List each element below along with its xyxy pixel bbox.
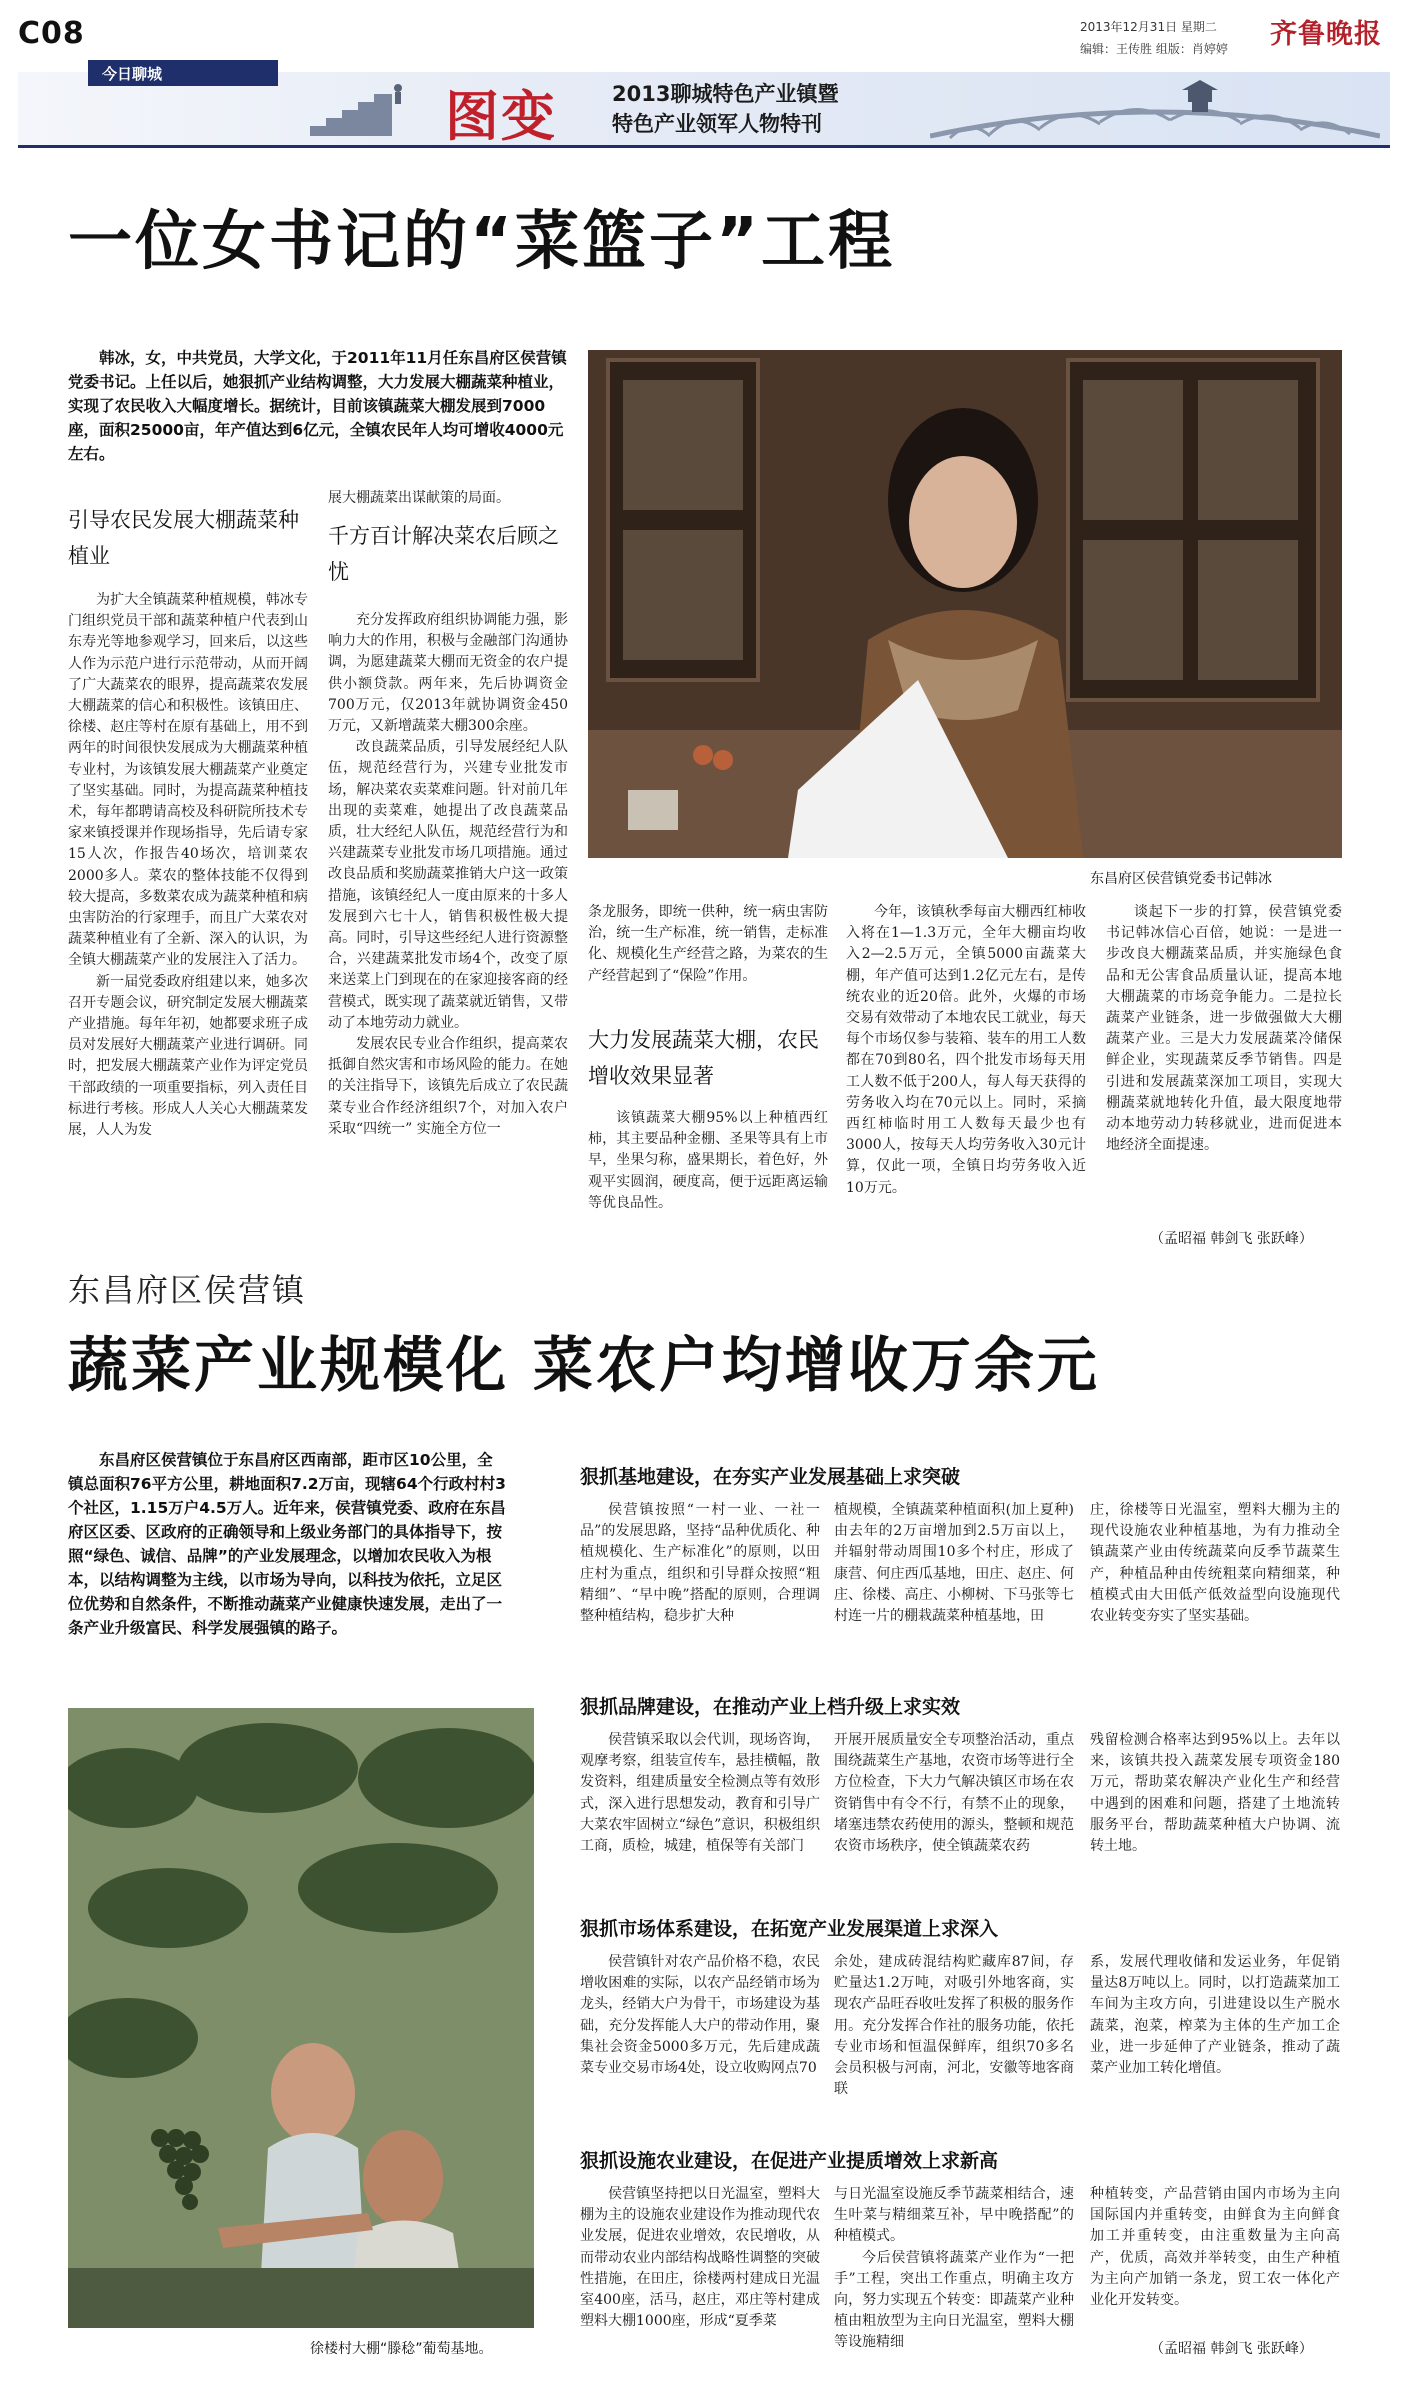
article2-section-4-title: 狠抓设施农业建设，在促进产业提质增效上求新高 — [580, 2150, 999, 2172]
article1-byline: （孟昭福 韩剑飞 张跃峰） — [1150, 1231, 1313, 1247]
article2-section-2-col-3: 残留检测合格率达到95%以上。去年以来，该镇共投入蔬菜发展专项资金180万元，帮助菜农解决产业化生产和经营中遇到的困难和问题，搭建了土地流转服务平台，帮助蔬菜种植大户协调、流转土地。 — [1090, 1732, 1340, 1855]
article2-section-2-col-2: 开展开展质量安全专项整治活动，重点围绕蔬菜生产基地，农资市场等进行全方位检查，下大力气解决镇区市场在农资销售中有令不行，有禁不止的现象，堵塞违禁农药使用的源头，整顿和规范农资市场秩序，使全镇蔬菜农药 — [834, 1732, 1074, 1855]
bridge-pagoda-illustration — [930, 78, 1380, 144]
article1-column-3: 该镇蔬菜大棚95%以上种植西红柿，其主要品种金棚、圣果等具有上市早，坐果匀称，盛果期长，着色好，外观平实圆润，硬度高，便于远距离运输等优良品性。 — [588, 1110, 828, 1211]
article2-byline: （孟昭福 韩剑飞 张跃峰） — [1150, 2341, 1313, 2357]
article1-column-2: 充分发挥政府组织协调能力强，影响力大的作用，积极与金融部门沟通协调，为愿建蔬菜大棚而无资金的农户提供小额贷款。两年来，先后协调资金700万元，仅2013年就协调资金450万元，又新增蔬菜大棚300余座。 改良蔬菜品质，引导发展经纪人队伍，规范经营行为，兴建专业批发市场，解决菜农卖菜难问题。针对前几年出现的卖菜难，她提出了改良蔬菜品质，壮大经纪人队伍，规范经营行为和兴建蔬菜专业批发市场几项措施。通过改良品质和奖励蔬菜推销大户这一政策措施，该镇经纪人一度由原来的十多人发展到六七十人，销售积极性极大提高。同时，引导这些经纪人进行资源整合，兴建蔬菜批发市场4个，改变了原来送菜上门到现在的在家迎接客商的经营模式，既实现了蔬菜就近销售，又带动了本地劳动力就业。 发展农民专业合作组织，提高菜农抵御自然灾害和市场风险的能力。在她的关注指导下，该镇先后成立了农民蔬菜专业合作经济组织7个，对加入农户采取“四统一” 实施全方位一 — [328, 612, 568, 1137]
article1-subhead-2: 千方百计解决菜农后顾之忧 — [328, 524, 559, 584]
banner-logo: 图变 — [445, 85, 557, 148]
article2-section-3-col-2: 余处，建成砖混结构贮藏库87间，存贮量达1.2万吨，对吸引外地客商，实现农产品旺吞收吐发挥了积极的服务作用。充分发挥合作社的服务功能，依托专业市场和恒温保鲜库，组织70多名会员积极与河南，河北，安徽等地客商联 — [834, 1954, 1074, 2098]
article2-kicker: 东昌府区侯营镇 — [68, 1271, 307, 1309]
article2-section-2-col-1: 侯营镇采取以会代训，现场咨询，观摩考察，组装宣传车，悬挂横幅，散发资料，组建质量安全检测点等有效形式，深入进行思想发动，教育和引导广大菜农牢固树立“绿色”意识，积极组织工商，质检，城建，植保等有关部门 — [580, 1732, 820, 1855]
date-line: 2013年12月31日 星期二 — [1080, 20, 1217, 34]
article1-column-5: 谈起下一步的打算，侯营镇党委书记韩冰信心百倍，她说：一是进一步改良大棚蔬菜品质，并实施绿色食品和无公害食品质量认证，提高本地大棚蔬菜的市场竞争能力。二是拉长蔬菜产业链条，进一步做强做大大棚蔬菜产业。三是大力发展蔬菜冷储保鲜企业，实现蔬菜反季节销售。四是引进和发展蔬菜深加工项目，实现大棚蔬菜就地转化升值，最大限度地带动本地劳动力转移就业，进而促进本地经济全面提速。 — [1106, 904, 1342, 1154]
article2-section-1-title: 狠抓基地建设，在夯实产业发展基础上求突破 — [580, 1466, 961, 1488]
stairs-illustration — [300, 78, 420, 140]
page-number: C08 — [18, 16, 85, 51]
article1-headline: 一位女书记的“菜篮子”工程 — [68, 205, 896, 279]
article2-headline: 蔬菜产业规模化 菜农户均增收万余元 — [68, 1331, 1100, 1401]
article1-column-4: 今年，该镇秋季每亩大棚西红柿收入将在1—1.3万元，全年大棚亩均收入2—2.5万元，全镇5000亩蔬菜大棚，年产值可达到1.2亿元左右，是传统农业的近20倍。此外，火爆的市场交易有效带动了本地农民工就业，每天每个市场仅参与装箱、装车的用工人数都在70到80名，四个批发市场每天用工人数不低于200人，每人每天获得的劳务收入均在70元以上。同时，采摘西红柿临时用工人数每天最少也有3000人，按每天人均劳务收入30元计算，仅此一项，全镇日均劳务收入近10万元。 — [846, 904, 1086, 1196]
article2-section-4-col-3: 种植转变，产品营销由国内市场为主向国际国内并重转变，由鲜食为主向鲜食加工并重转变，由注重数量为主向高产，优质，高效并举转变，由生产种植为主向产加销一条龙，贸工农一体化产业化开发转变。 — [1090, 2186, 1340, 2309]
article2-section-4-col-1: 侯营镇坚持把以日光温室，塑料大棚为主的设施农业建设作为推动现代农业发展，促进农业增效，农民增收，从而带动农业内部结构战略性调整的突破性措施，在田庄，徐楼两村建成日光温室400座，活马，赵庄，邓庄等村建成塑料大棚1000座，形成“夏季菜 — [580, 2186, 820, 2330]
editors-line: 编辑：王传胜 组版：肖婷婷 — [1080, 42, 1228, 56]
article1-column-3-top: 条龙服务，即统一供种，统一病虫害防治，统一生产标准，统一销售，走标准化、规模化生产经营之路，为菜农的生产经营起到了“保险”作用。 — [588, 904, 828, 984]
article2-section-1-col-3: 庄，徐楼等日光温室，塑料大棚为主的现代设施农业种植基地，为有力推动全镇蔬菜产业由传统蔬菜向反季节蔬菜生产，种植品种由传统粗菜向精细菜，种植模式由大田低产低效益型向设施现代农业转变夯实了坚实基础。 — [1090, 1502, 1340, 1625]
article1-subhead-3: 大力发展蔬菜大棚，农民增收效果显著 — [588, 1028, 819, 1088]
banner-title-line-2: 特色产业领军人物特刊 — [612, 112, 822, 136]
article1-column-2-top: 展大棚蔬菜出谋献策的局面。 — [328, 490, 510, 506]
article2-section-2-title: 狠抓品牌建设，在推动产业上档升级上求实效 — [580, 1696, 961, 1718]
portrait-caption: 东昌府区侯营镇党委书记韩冰 — [1090, 871, 1272, 887]
article1-column-1: 为扩大全镇蔬菜种植规模，韩冰专门组织党员干部和蔬菜种植户代表到山东寿光等地参观学习，回来后，以这些人作为示范户进行示范带动，从而开阔了广大蔬菜农的眼界，提高蔬菜农发展大棚蔬菜的信心和积极性。该镇田庄、徐楼、赵庄等村在原有基础上，用不到两年的时间很快发展成为大棚蔬菜种植专业村，为该镇发展大棚蔬菜产业奠定了坚实基础。同时，为提高蔬菜种植技术，每年都聘请高校及科研院所技术专家来镇授课并作现场指导，先后请专家15人次，作报告40场次，培训菜农2000多人。菜农的整体技能不仅得到较大提高，多数菜农成为蔬菜种植和病虫害防治的行家理手，而且广大菜农对蔬菜种植业有了全新、深入的认识，为全镇大棚蔬菜产业的发展注入了活力。 新一届党委政府组建以来，她多次召开专题会议，研究制定发展大棚蔬菜产业措施。每年年初，她都要求班子成员对发展好大棚蔬菜产业进行调研。同时，把发展大棚蔬菜产业作为评定党员干部政绩的一项重要指标，列入责任目标进行考核。形成人人关心大棚蔬菜发展，人人为发 — [68, 592, 308, 1139]
article2-lead: 东昌府区侯营镇位于东昌府区西南部，距市区10公里，全镇总面积76平方公里，耕地面积7.2万亩，现辖64个行政村村3个社区，1.15万户4.5万人。近年来，侯营镇党委、政府在东昌府区区委、区政府的正确领导和上级业务部门的具体指导下，按照“绿色、诚信、品牌”的产业发展理念，以增加农民收入为根本，以结构调整为主线，以市场为导向，以科技为依托，立足区位优势和自然条件，不断推动蔬菜产业健康快速发展，走出了一条产业升级富民、科学发展强镇的路子。 — [68, 1451, 506, 1637]
newspaper-masthead: 齐鲁晚报 — [1270, 19, 1382, 50]
section-tag: 今日聊城 — [88, 60, 278, 86]
article1-subhead-1: 引导农民发展大棚蔬菜种植业 — [68, 508, 299, 568]
vineyard-caption: 徐楼村大棚“滕稔”葡萄基地。 — [310, 2341, 493, 2357]
article2-section-3-col-3: 系，发展代理收储和发运业务，年促销量达8万吨以上。同时，以打造蔬菜加工车间为主攻方向，引进建设以生产脱水蔬菜，泡菜，榨菜为主体的生产加工企业，进一步延伸了产业链条，推动了蔬菜产业加工转化增值。 — [1090, 1954, 1340, 2077]
article2-section-3-col-1: 侯营镇针对农产品价格不稳，农民增收困难的实际，以农产品经销市场为龙头，经销大户为骨干，市场建设为基础，充分发挥能人大户的带动作用，聚集社会资金5000多万元，先后建成蔬菜专业交易市场4处，设立收购网点70 — [580, 1954, 820, 2077]
article2-section-1-col-2: 植规模，全镇蔬菜种植面积(加上夏种)由去年的2万亩增加到2.5万亩以上，并辐射带动周围10多个村庄，形成了康营、何庄西瓜基地，田庄、赵庄、何庄、徐楼、高庄、小柳树、下马张等七村连一片的棚栽蔬菜种植基地，田 — [834, 1502, 1074, 1625]
vineyard-photo — [68, 1708, 534, 2328]
article1-lead: 韩冰，女，中共党员，大学文化，于2011年11月任东昌府区侯营镇党委书记。上任以后，她狠抓产业结构调整，大力发展大棚蔬菜种植业，实现了农民收入大幅度增长。据统计，目前该镇蔬菜大棚发展到7000座，面积25000亩，年产值达到6亿元，全镇农民年人均可增收4000元左右。 — [68, 349, 567, 463]
article2-section-1-col-1: 侯营镇按照“一村一业、一社一品”的发展思路，坚持“品种优质化、种植规模化、生产标准化”的原则，以田庄村为重点，组织和引导群众按照“粗精细”、“早中晚”搭配的原则，合理调整种植结构，稳步扩大种 — [580, 1502, 820, 1625]
portrait-photo — [588, 350, 1342, 858]
article2-section-4-col-2: 与日光温室设施反季节蔬菜相结合，速生叶菜与精细菜互补，早中晚搭配”的种植模式。 今后侯营镇将蔬菜产业作为“一把手”工程，突出工作重点，明确主攻方向，努力实现五个转变：即蔬菜产业种植由粗放型为主向日光温室，塑料大棚等设施精细 — [834, 2186, 1074, 2351]
article2-section-3-title: 狠抓市场体系建设，在拓宽产业发展渠道上求深入 — [580, 1918, 999, 1940]
banner-title-line-1: 2013聊城特色产业镇暨 — [612, 82, 839, 106]
